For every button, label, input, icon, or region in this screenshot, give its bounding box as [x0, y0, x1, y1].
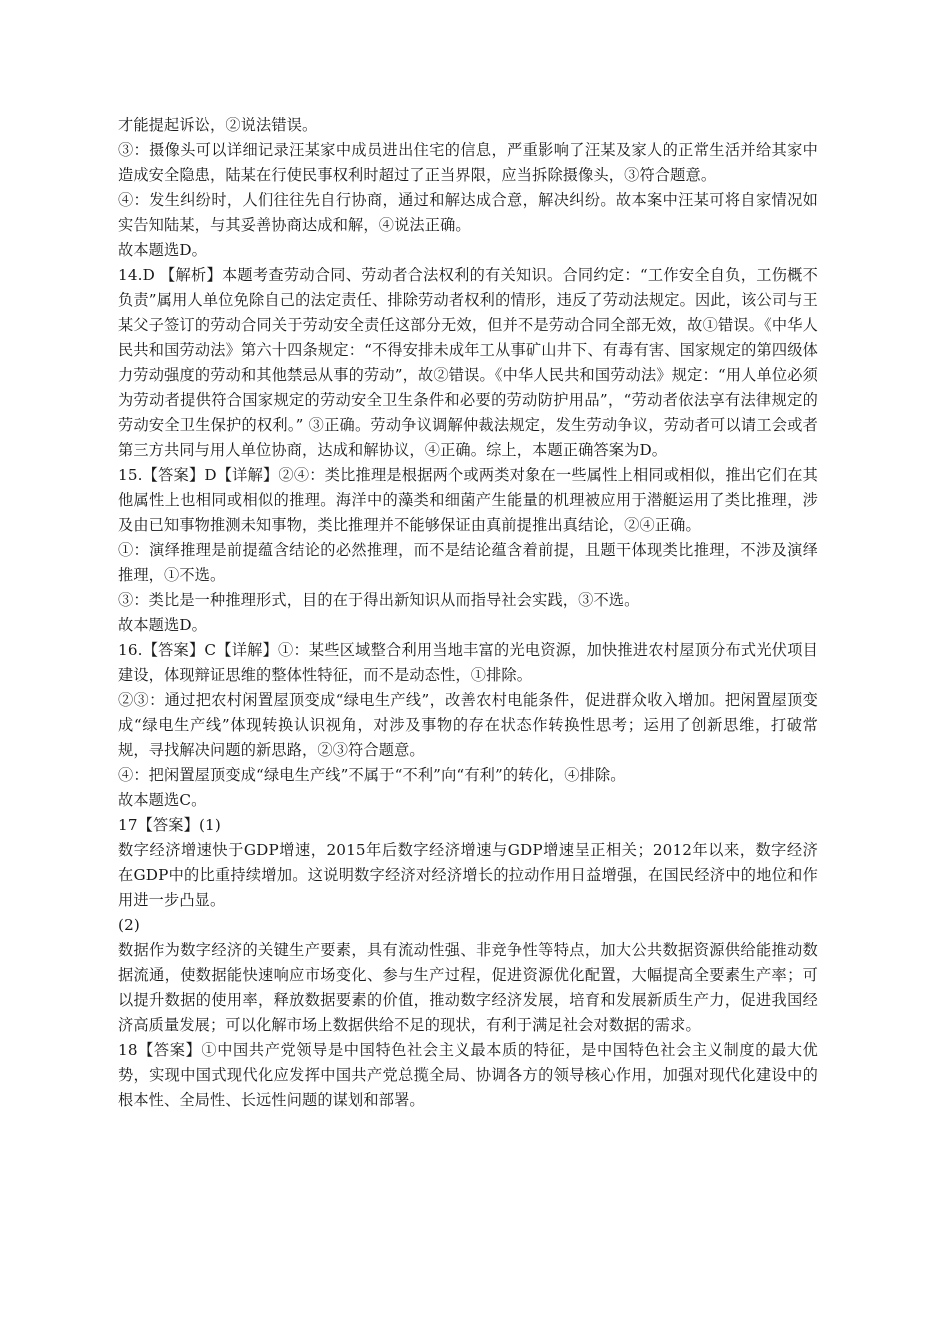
paragraph-answer-16: 16.【答案】C【详解】①：某些区域整合利用当地丰富的光电资源，加快推进农村屋顶分布式光伏项目建设，体现辩证思维的整体性特征，而不是动态性，①排除。: [118, 641, 818, 684]
paragraph-answer-15: 15.【答案】D【详解】②④：类比推理是根据两个或两类对象在一些属性上相同或相似，推出它们在其他属性上也相同或相似的推理。海洋中的藻类和细菌产生能量的机理被应用于潜艇运用了类比推理，涉及由已知事物推测未知事物，类比推理并不能够保证由真前提推出真结论，②④正确。: [118, 466, 818, 534]
paragraph-conclusion-16: 故本题选C。: [118, 791, 207, 809]
paragraph-conclusion-13: 故本题选D。: [118, 241, 208, 259]
paragraph-16-point-4: ④：把闲置屋顶变成“绿电生产线”不属于“不利”向“有利”的转化，④排除。: [118, 766, 626, 784]
paragraph-continuation: 才能提起诉讼，②说法错误。: [118, 116, 318, 134]
paragraph-conclusion-15: 故本题选D。: [118, 616, 208, 634]
paragraph-15-point-3: ③：类比是一种推理形式，目的在于得出新知识从而指导社会实践，③不选。: [118, 591, 640, 609]
paragraph-15-point-1: ①：演绎推理是前提蕴含结论的必然推理，而不是结论蕴含着前提，且题干体现类比推理，不涉及演绎推理，①不选。: [118, 541, 818, 584]
document-body: [118, 113, 818, 1113]
paragraph-point-3: ③：摄像头可以详细记录汪某家中成员进出住宅的信息，严重影响了汪某及家人的正常生活并给其家中造成安全隐患，陆某在行使民事权利时超过了正当界限，应当拆除摄像头，③符合题意。: [118, 141, 818, 184]
paragraph-answer-17-part-2: 数据作为数字经济的关键生产要素，具有流动性强、非竞争性等特点，加大公共数据资源供给能推动数据流通，使数据能快速响应市场变化、参与生产过程，促进资源优化配置，大幅提高全要素生产率；可以提升数据的使用率，释放数据要素的价值，推动数字经济发展，培育和发展新质生产力，促进我国经济高质量发展；可以化解市场上数据供给不足的现状，有利于满足社会对数据的需求。: [118, 941, 818, 1034]
paragraph-answer-18: 18【答案】①中国共产党领导是中国特色社会主义最本质的特征，是中国特色社会主义制度的最大优势，实现中国式现代化应发挥中国共产党总揽全局、协调各方的领导核心作用，加强对现代化建设中的根本性、全局性、长远性问题的谋划和部署。: [118, 1041, 818, 1109]
paragraph-answer-14: 14.D 【解析】本题考查劳动合同、劳动者合法权利的有关知识。合同约定：“工作安全自负，工伤概不负责”属用人单位免除自己的法定责任、排除劳动者权利的情形，违反了劳动法规定。因此，该公司与王某父子签订的劳动合同关于劳动安全责任这部分无效，但并不是劳动合同全部无效，故①错误。《中华人民共和国劳动法》第六十四条规定：“不得安排未成年工从事矿山井下、有毒有害、国家规定的第四级体力劳动强度的劳动和其他禁忌从事的劳动”，故②错误。《中华人民共和国劳动法》规定：“用人单位必须为劳动者提供符合国家规定的劳动安全卫生条件和必要的劳动防护用品”，“劳动者依法享有法律规定的劳动安全卫生保护的权利。” ③正确。劳动争议调解仲裁法规定，发生劳动争议，劳动者可以请工会或者第三方共同与用人单位协商，达成和解协议，④正确。综上，本题正确答案为D。: [118, 266, 818, 459]
paragraph-16-point-2-3: ②③：通过把农村闲置屋顶变成“绿电生产线”，改善农村电能条件，促进群众收入增加。把闲置屋顶变成“绿电生产线”体现转换认识视角，对涉及事物的存在状态作转换性思考；运用了创新思维，打破常规，寻找解决问题的新思路，②③符合题意。: [118, 691, 818, 759]
paragraph-answer-17-part-2-label: (2): [118, 916, 140, 934]
paragraph-answer-17-part-1: 数字经济增速快于GDP增速，2015年后数字经济增速与GDP增速呈正相关；2012年以来，数字经济在GDP中的比重持续增加。这说明数字经济对经济增长的拉动作用日益增强，在国民经济中的地位和作用进一步凸显。: [118, 841, 818, 909]
paragraph-answer-17-heading: 17【答案】(1): [118, 816, 221, 834]
paragraph-point-4: ④：发生纠纷时，人们往往先自行协商，通过和解达成合意，解决纠纷。故本案中汪某可将自家情况如实告知陆某，与其妥善协商达成和解，④说法正确。: [118, 191, 818, 234]
